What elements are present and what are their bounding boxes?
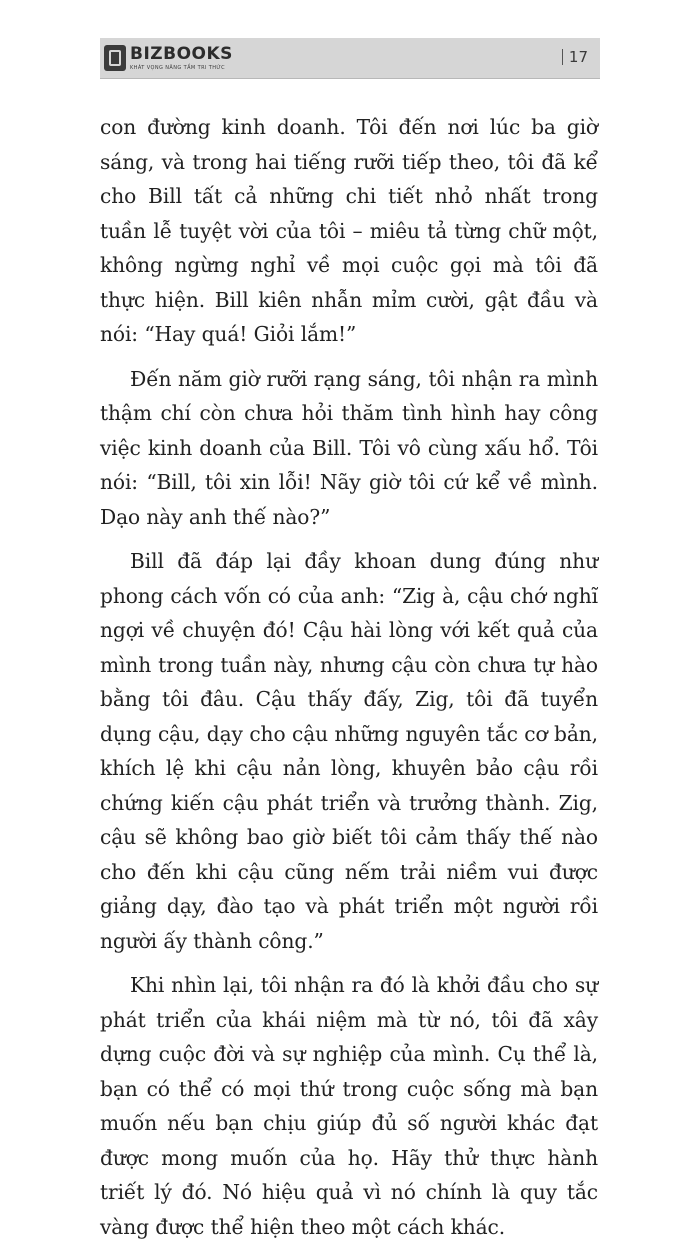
publisher-logo [104,42,233,74]
paragraph: Đến năm giờ rưỡi rạng sáng, tôi nhận ra mình thậm chí còn chưa hỏi thăm tình hình hay công việc kinh doanh của Bill. Tôi vô cùng xấu hổ. Tôi nói: “Bill, tôi xin lỗi! Nãy giờ tôi cứ kể về mình. Dạo này anh thế nào?” [100,366,598,529]
paragraph: Bill đã đáp lại đầy khoan dung đúng như phong cách vốn có của anh: “Zig à, cậu chớ nghĩ ngợi về chuyện đó! Cậu hài lòng với kết quả của mình trong tuần này, nhưng cậu còn chưa tự hào bằng tôi đâu. Cậu thấy đấy, Zig, tôi đã tuyển dụng cậu, dạy cho cậu những nguyên tắc cơ bản, khích lệ khi cậu nản lòng, khuyên bảo cậu rồi chứng kiến cậu phát triển và trưởng thành. Zig, cậu sẽ không bao giờ biết tôi cảm thấy thế nào cho đến khi cậu cũng nếm trải niềm vui được giảng dạy, đào tạo và phát triển một người rồi người ấy thành công.” [100,549,598,953]
page-header [100,38,600,79]
logo-brand-text: BIZBOOKS [130,43,233,64]
paragraph: Khi nhìn lại, tôi nhận ra đó là khởi đầu cho sự phát triển của khái niệm mà từ nó, tôi đã xây dựng cuộc đời và sự nghiệp của mình. Cụ thể là, bạn có thể có mọi thứ trong cuộc sống mà bạn muốn nếu bạn chịu giúp đủ số người khác đạt được mong muốn của họ. Hãy thử thực hành triết lý đó. Nó hiệu quả vì nó chính là quy tắc vàng được thể hiện theo một cách khác. [100,973,598,1239]
page-number-divider [562,49,563,65]
paragraph: con đường kinh doanh. Tôi đến nơi lúc ba giờ sáng, và trong hai tiếng rưỡi tiếp theo, tôi đã kể cho Bill tất cả những chi tiết nhỏ nhất trong tuần lễ tuyệt vời của tôi – miêu tả từng chữ một, không ngừng nghỉ về mọi cuộc gọi mà tôi đã thực hiện. Bill kiên nhẫn mỉm cười, gật đầu và nói: “Hay quá! Giỏi lắm!” [100,115,598,346]
bizbooks-logo-icon [104,45,126,71]
body-text [100,110,598,1254]
page-number [562,48,588,66]
logo-tagline: KHÁT VỌNG NÂNG TẦM TRI THỨC [130,64,226,71]
page-number-value: 17 [568,48,588,66]
